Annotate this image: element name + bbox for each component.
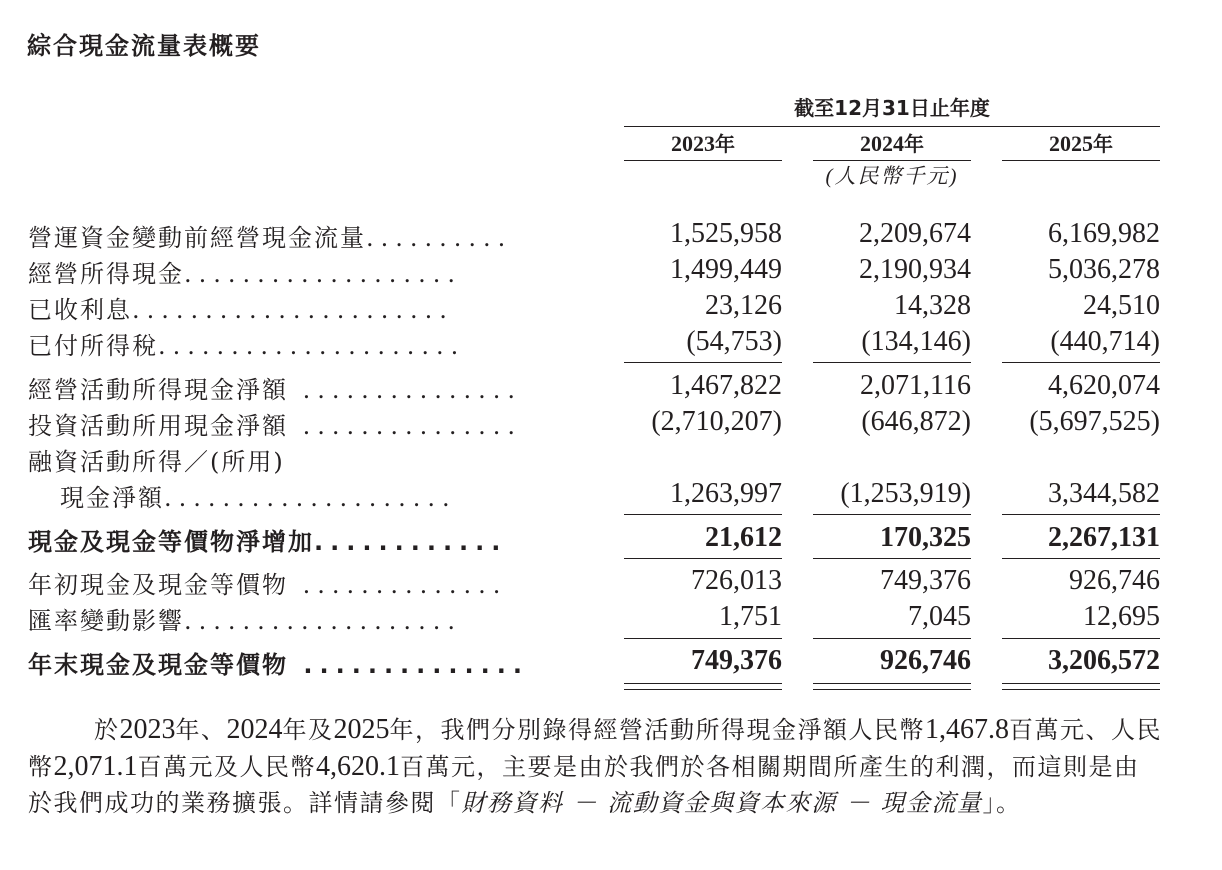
value-2023: 23,126 bbox=[705, 290, 782, 321]
subtotal-rule bbox=[1002, 514, 1160, 515]
leader-dots: ...................... bbox=[132, 296, 454, 324]
subtotal-rule bbox=[624, 514, 782, 515]
value-2023: 1,751 bbox=[719, 601, 782, 632]
value-2023: 1,467,822 bbox=[670, 370, 782, 401]
value-2024: 2,071,116 bbox=[860, 370, 971, 401]
table-row bbox=[0, 290, 1222, 326]
row-label: 現金淨額 bbox=[60, 484, 164, 512]
row-label: 年末現金及現金等價物 bbox=[28, 651, 288, 679]
value-2023: (54,753) bbox=[686, 326, 782, 357]
double-rule bbox=[624, 683, 782, 684]
double-rule bbox=[813, 683, 971, 684]
leader-dots: ............... bbox=[288, 376, 523, 404]
cross-reference: 財務資料 － 流動資金與資本來源 － 現金流量 bbox=[461, 789, 983, 817]
subtotal-rule bbox=[813, 514, 971, 515]
value-2025: (5,697,525) bbox=[1029, 406, 1160, 437]
subtotal-rule bbox=[1002, 638, 1160, 639]
header-rule bbox=[624, 126, 1160, 127]
table-row bbox=[0, 370, 1222, 406]
row-label: 投資活動所用現金淨額 bbox=[28, 412, 288, 440]
value-2025: 926,746 bbox=[1069, 565, 1160, 596]
row-label: 年初現金及現金等價物 bbox=[28, 571, 288, 599]
table-row bbox=[0, 406, 1222, 442]
table-row bbox=[0, 442, 1222, 478]
value-2024: (1,253,919) bbox=[840, 478, 971, 509]
leader-dots: .............. bbox=[288, 571, 508, 599]
subtotal-rule bbox=[624, 558, 782, 559]
subtotal-rule bbox=[624, 362, 782, 363]
unit-label: (人民幣千元) bbox=[825, 164, 959, 188]
value-2024: 14,328 bbox=[894, 290, 971, 321]
row-label: 已付所得稅 bbox=[28, 332, 158, 360]
leader-dots: .............. bbox=[288, 651, 529, 679]
subtotal-rule bbox=[813, 638, 971, 639]
value-2025: 3,344,582 bbox=[1048, 478, 1160, 509]
value-2024: 749,376 bbox=[880, 565, 971, 596]
value-2023: 749,376 bbox=[691, 645, 782, 676]
value-2024: 2,209,674 bbox=[859, 218, 971, 249]
table-row bbox=[0, 326, 1222, 362]
value-2025: 5,036,278 bbox=[1048, 254, 1160, 285]
value-2023: 21,612 bbox=[705, 522, 782, 553]
table-row-net-increase bbox=[0, 522, 1222, 558]
value-2024: (646,872) bbox=[861, 406, 971, 437]
column-rule bbox=[1002, 160, 1160, 161]
column-header-2023: 2023年 bbox=[671, 131, 735, 156]
leader-dots: .......... bbox=[366, 224, 513, 252]
value-2023: 726,013 bbox=[691, 565, 782, 596]
value-2024: 2,190,934 bbox=[859, 254, 971, 285]
leader-dots: ............ bbox=[314, 528, 508, 556]
subtotal-rule bbox=[813, 558, 971, 559]
leader-dots: ..................... bbox=[158, 332, 466, 360]
value-2023: (2,710,207) bbox=[651, 406, 782, 437]
table-row bbox=[0, 601, 1222, 637]
subtotal-rule bbox=[813, 362, 971, 363]
value-2024: 926,746 bbox=[880, 645, 971, 676]
leader-dots: ................... bbox=[184, 260, 462, 288]
value-2025: 4,620,074 bbox=[1048, 370, 1160, 401]
row-label: 已收利息 bbox=[28, 296, 132, 324]
table-row bbox=[0, 565, 1222, 601]
value-2023: 1,263,997 bbox=[670, 478, 782, 509]
value-2025: 2,267,131 bbox=[1048, 522, 1160, 553]
column-rule bbox=[624, 160, 782, 161]
row-label: 營運資金變動前經營現金流量 bbox=[28, 224, 366, 252]
value-2025: 24,510 bbox=[1083, 290, 1160, 321]
table-row bbox=[0, 478, 1222, 514]
value-2023: 1,499,449 bbox=[670, 254, 782, 285]
value-2024: (134,146) bbox=[861, 326, 971, 357]
double-rule bbox=[1002, 689, 1160, 690]
leader-dots: .................... bbox=[164, 484, 457, 512]
value-2023: 1,525,958 bbox=[670, 218, 782, 249]
row-label: 匯率變動影響 bbox=[28, 607, 184, 635]
row-label: 融資活動所得／(所用) bbox=[28, 448, 285, 476]
page-title: 綜合現金流量表概要 bbox=[27, 32, 261, 60]
summary-paragraph: 於2023年、2024年及2025年，我們分別錄得經營活動所得現金淨額人民幣1,467.8百萬元、人民幣2,071.1百萬元及人民幣4,620.1百萬元，主要是由於我們於各相關期間所產生的利潤，而這則是由於我們成功的業務擴張。詳情請參閱「財務資料 － 流動資金與資本來源 － 現金流量」。 bbox=[28, 714, 1162, 817]
double-rule bbox=[813, 689, 971, 690]
subtotal-rule bbox=[624, 638, 782, 639]
subtotal-rule bbox=[1002, 362, 1160, 363]
subtotal-rule bbox=[1002, 558, 1160, 559]
value-2025: 3,206,572 bbox=[1048, 645, 1160, 676]
leader-dots: ................... bbox=[184, 607, 462, 635]
column-header-2024: 2024年 bbox=[860, 131, 924, 156]
value-2024: 170,325 bbox=[880, 522, 971, 553]
column-header-2025: 2025年 bbox=[1049, 131, 1113, 156]
table-row bbox=[0, 218, 1222, 254]
value-2025: (440,714) bbox=[1050, 326, 1160, 357]
value-2025: 6,169,982 bbox=[1048, 218, 1160, 249]
leader-dots: ............... bbox=[288, 412, 523, 440]
row-label: 經營所得現金 bbox=[28, 260, 184, 288]
value-2025: 12,695 bbox=[1083, 601, 1160, 632]
value-2024: 7,045 bbox=[908, 601, 971, 632]
table-row-year-end-cash bbox=[0, 645, 1222, 681]
double-rule bbox=[624, 689, 782, 690]
table-row bbox=[0, 254, 1222, 290]
row-label: 現金及現金等價物淨增加 bbox=[28, 528, 314, 556]
row-label: 經營活動所得現金淨額 bbox=[28, 376, 288, 404]
double-rule bbox=[1002, 683, 1160, 684]
period-header: 截至12月31日止年度 bbox=[794, 96, 990, 120]
